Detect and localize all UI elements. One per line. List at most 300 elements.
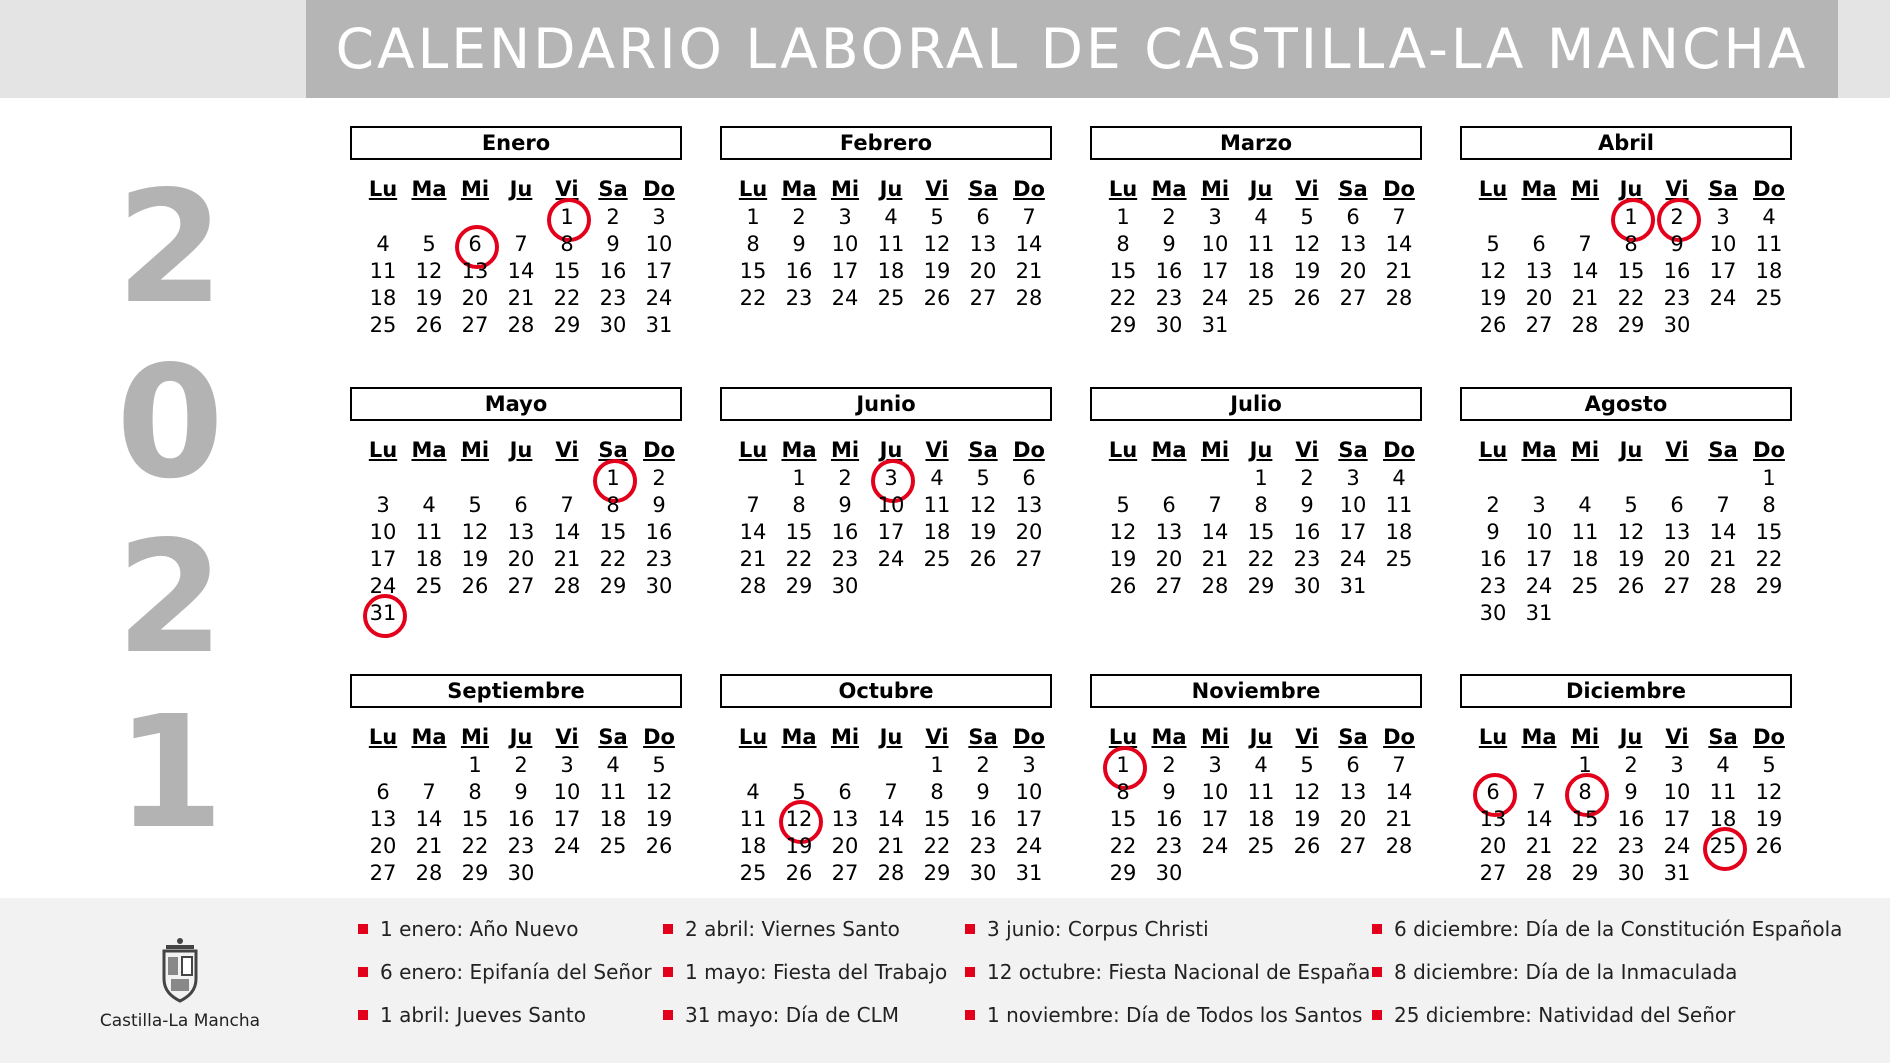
calendar-day: 14 <box>553 520 581 544</box>
calendar-day: 15 <box>739 259 767 283</box>
calendar-day: 27 <box>369 861 397 885</box>
calendar-day: 11 <box>415 520 443 544</box>
calendar-day: 30 <box>599 313 627 337</box>
empty-day <box>406 465 452 492</box>
calendar-day: 27 <box>461 313 489 337</box>
calendar-day: 30 <box>1617 861 1645 885</box>
weekday-header: Vi <box>1665 438 1689 462</box>
calendar-day: 17 <box>369 547 397 571</box>
month-day-grid <box>1470 174 1792 339</box>
calendar-day: 14 <box>877 807 905 831</box>
bullet-icon <box>663 1010 673 1020</box>
weekday-header: Lu <box>368 438 398 462</box>
month-name: Febrero <box>720 126 1052 160</box>
calendar-day: 25 <box>599 834 627 858</box>
calendar-day: 8 <box>1116 232 1130 256</box>
calendar-day: 28 <box>415 861 443 885</box>
calendar-day: 5 <box>930 205 944 229</box>
weekday-header: Do <box>643 725 675 749</box>
weekday-header: Do <box>1753 725 1785 749</box>
calendar-day: 20 <box>1525 286 1553 310</box>
calendar-day: 18 <box>415 547 443 571</box>
weekday-header: Lu <box>1108 725 1138 749</box>
calendar-day: 20 <box>969 259 997 283</box>
empty-day <box>1700 465 1746 492</box>
calendar-day: 22 <box>461 834 489 858</box>
calendar-day: 2 <box>1624 753 1638 777</box>
calendar-day: 14 <box>1385 232 1413 256</box>
calendar-day: 29 <box>1247 574 1275 598</box>
calendar-day: 27 <box>1015 547 1043 571</box>
month-noviembre <box>1090 674 1422 887</box>
calendar-day: 23 <box>785 286 813 310</box>
calendar-day: 13 <box>1155 520 1183 544</box>
calendar-day: 25 <box>369 313 397 337</box>
calendar-day: 30 <box>1479 601 1507 625</box>
calendar-day: 16 <box>1155 259 1183 283</box>
empty-day <box>1192 465 1238 492</box>
weekday-header: Mi <box>1570 177 1600 201</box>
calendar-day: 24 <box>877 547 905 571</box>
calendar-day: 4 <box>930 466 944 490</box>
calendar-day: 17 <box>877 520 905 544</box>
calendar-day: 11 <box>1247 780 1275 804</box>
calendar-day: 12 <box>1479 259 1507 283</box>
calendar-day: 11 <box>369 259 397 283</box>
weekday-header: Lu <box>1478 725 1508 749</box>
calendar-day: 3 <box>560 753 574 777</box>
holiday-day: 6 <box>1470 779 1516 806</box>
weekday-header: Do <box>643 438 675 462</box>
empty-day <box>1562 465 1608 492</box>
weekday-header: Do <box>1383 725 1415 749</box>
calendar-day: 21 <box>507 286 535 310</box>
calendar-day: 18 <box>1247 259 1275 283</box>
weekday-header: Lu <box>738 438 768 462</box>
empty-day <box>1100 465 1146 492</box>
calendar-day: 26 <box>461 574 489 598</box>
empty-day <box>730 752 776 779</box>
weekday-header: Lu <box>738 177 768 201</box>
calendar-day: 12 <box>645 780 673 804</box>
calendar-day: 17 <box>1525 547 1553 571</box>
calendar-day: 14 <box>507 259 535 283</box>
calendar-day: 17 <box>1015 807 1043 831</box>
month-day-grid <box>730 174 1052 312</box>
weekday-header: Vi <box>555 177 579 201</box>
calendar-day: 17 <box>645 259 673 283</box>
weekday-header: Ju <box>509 725 533 749</box>
bullet-icon <box>965 967 975 977</box>
calendar-day: 21 <box>1525 834 1553 858</box>
calendar-day: 29 <box>553 313 581 337</box>
calendar-day: 4 <box>606 753 620 777</box>
weekday-header: Mi <box>1200 438 1230 462</box>
calendar-day: 19 <box>1293 807 1321 831</box>
holiday-list-item: 6 enero: Epifanía del Señor <box>358 960 652 984</box>
calendar-day: 26 <box>785 861 813 885</box>
calendar-day: 29 <box>461 861 489 885</box>
calendar-day: 3 <box>1022 753 1036 777</box>
calendar-day: 2 <box>1162 205 1176 229</box>
calendar-day: 29 <box>1109 861 1137 885</box>
calendar-day: 18 <box>923 520 951 544</box>
calendar-day: 17 <box>1663 807 1691 831</box>
calendar-day: 25 <box>923 547 951 571</box>
calendar-day: 16 <box>831 520 859 544</box>
holiday-list-item: 3 junio: Corpus Christi <box>965 917 1209 941</box>
calendar-day: 12 <box>1293 780 1321 804</box>
calendar-day: 24 <box>1201 834 1229 858</box>
calendar-day: 13 <box>1339 780 1367 804</box>
calendar-day: 27 <box>1479 861 1507 885</box>
calendar-day: 10 <box>1339 493 1367 517</box>
weekday-header: Mi <box>460 177 490 201</box>
calendar-day: 21 <box>1385 259 1413 283</box>
logo <box>95 935 265 1031</box>
calendar-day: 11 <box>599 780 627 804</box>
calendar-day: 15 <box>553 259 581 283</box>
weekday-header: Ma <box>781 725 817 749</box>
calendar-day: 11 <box>1709 780 1737 804</box>
weekday-header: Mi <box>460 438 490 462</box>
calendar-day: 27 <box>1155 574 1183 598</box>
calendar-day: 13 <box>1015 493 1043 517</box>
empty-day <box>406 752 452 779</box>
calendar-day: 29 <box>1571 861 1599 885</box>
calendar-day: 6 <box>1022 466 1036 490</box>
calendar-day: 11 <box>1571 520 1599 544</box>
calendar-day: 15 <box>1109 259 1137 283</box>
calendar-day: 11 <box>1385 493 1413 517</box>
calendar-day: 4 <box>1762 205 1776 229</box>
weekday-header: Ju <box>509 177 533 201</box>
calendar-day: 25 <box>1755 286 1783 310</box>
calendar-day: 15 <box>1247 520 1275 544</box>
calendar-day: 5 <box>652 753 666 777</box>
calendar-day: 8 <box>1624 232 1638 256</box>
calendar-day: 31 <box>1015 861 1043 885</box>
calendar-day: 10 <box>1201 232 1229 256</box>
calendar-day: 22 <box>599 547 627 571</box>
empty-day <box>1516 465 1562 492</box>
calendar-day: 20 <box>831 834 859 858</box>
calendar-day: 9 <box>1162 232 1176 256</box>
calendar-day: 23 <box>1479 574 1507 598</box>
calendar-day: 17 <box>553 807 581 831</box>
calendar-day: 28 <box>1571 313 1599 337</box>
calendar-day: 23 <box>1155 834 1183 858</box>
calendar-day: 25 <box>1385 547 1413 571</box>
calendar-day: 1 <box>1254 466 1268 490</box>
bullet-icon <box>358 967 368 977</box>
calendar-day: 28 <box>1385 834 1413 858</box>
empty-day <box>360 465 406 492</box>
calendar-day: 21 <box>415 834 443 858</box>
calendar-day: 24 <box>369 574 397 598</box>
holiday-day: 6 <box>452 231 498 258</box>
calendar-day: 28 <box>1385 286 1413 310</box>
calendar-day: 26 <box>1109 574 1137 598</box>
calendar-day: 14 <box>1709 520 1737 544</box>
calendar-day: 2 <box>1486 493 1500 517</box>
weekday-header: Do <box>1753 177 1785 201</box>
calendar-day: 31 <box>1201 313 1229 337</box>
calendar-day: 16 <box>599 259 627 283</box>
calendar-day: 8 <box>930 780 944 804</box>
calendar-day: 9 <box>1300 493 1314 517</box>
holiday-list-item: 1 abril: Jueves Santo <box>358 1003 586 1027</box>
empty-day <box>730 465 776 492</box>
weekday-header: Lu <box>368 725 398 749</box>
logo-text: Castilla-La Mancha <box>99 1011 261 1031</box>
weekday-header: Ju <box>1249 177 1273 201</box>
calendar-day: 21 <box>739 547 767 571</box>
calendar-day: 24 <box>1663 834 1691 858</box>
calendar-day: 13 <box>831 807 859 831</box>
calendar-day: 23 <box>1293 547 1321 571</box>
weekday-header: Do <box>1753 438 1785 462</box>
calendar-day: 19 <box>1479 286 1507 310</box>
calendar-day: 10 <box>831 232 859 256</box>
calendar-day: 27 <box>507 574 535 598</box>
calendar-day: 15 <box>1755 520 1783 544</box>
calendar-day: 3 <box>1208 753 1222 777</box>
month-mayo <box>350 387 682 627</box>
weekday-header: Vi <box>555 438 579 462</box>
calendar-day: 11 <box>923 493 951 517</box>
weekday-header: Ju <box>1249 438 1273 462</box>
calendar-day: 14 <box>1525 807 1553 831</box>
calendar-day: 12 <box>1617 520 1645 544</box>
weekday-header: Ma <box>1151 725 1187 749</box>
weekday-header: Do <box>1383 177 1415 201</box>
calendar-day: 4 <box>1254 205 1268 229</box>
holiday-day: 25 <box>1700 833 1746 860</box>
calendar-day: 27 <box>1525 313 1553 337</box>
calendar-day: 12 <box>1755 780 1783 804</box>
calendar-day: 7 <box>1392 753 1406 777</box>
calendar-day: 12 <box>1109 520 1137 544</box>
month-septiembre <box>350 674 682 887</box>
holiday-day: 3 <box>868 465 914 492</box>
calendar-day: 9 <box>1486 520 1500 544</box>
calendar-day: 13 <box>461 259 489 283</box>
holiday-list-item: 31 mayo: Día de CLM <box>663 1003 899 1027</box>
calendar-day: 18 <box>369 286 397 310</box>
weekday-header: Lu <box>1478 438 1508 462</box>
calendar-day: 10 <box>1525 520 1553 544</box>
calendar-day: 22 <box>1247 547 1275 571</box>
calendar-day: 24 <box>1201 286 1229 310</box>
calendar-day: 1 <box>1116 205 1130 229</box>
calendar-day: 5 <box>1300 205 1314 229</box>
calendar-day: 10 <box>1663 780 1691 804</box>
weekday-header: Sa <box>598 438 628 462</box>
calendar-day: 10 <box>553 780 581 804</box>
weekday-header: Sa <box>1708 725 1738 749</box>
calendar-day: 8 <box>560 232 574 256</box>
empty-day <box>498 465 544 492</box>
bullet-icon <box>663 924 673 934</box>
empty-day <box>776 752 822 779</box>
calendar-day: 31 <box>645 313 673 337</box>
calendar-day: 13 <box>1479 807 1507 831</box>
year-digit: 1 <box>116 682 224 863</box>
month-day-grid <box>730 722 1052 887</box>
weekday-header: Vi <box>1295 177 1319 201</box>
calendar-day: 7 <box>1532 780 1546 804</box>
calendar-day: 4 <box>1392 466 1406 490</box>
calendar-day: 8 <box>746 232 760 256</box>
calendar-day: 3 <box>838 205 852 229</box>
calendar-day: 9 <box>838 493 852 517</box>
weekday-header: Lu <box>1478 177 1508 201</box>
month-day-grid <box>1100 435 1422 600</box>
calendar-day: 11 <box>1755 232 1783 256</box>
calendar-day: 2 <box>1162 753 1176 777</box>
calendar-day: 6 <box>1162 493 1176 517</box>
calendar-day: 7 <box>1392 205 1406 229</box>
calendar-day: 7 <box>422 780 436 804</box>
calendar-day: 18 <box>1247 807 1275 831</box>
calendar-day: 4 <box>1254 753 1268 777</box>
calendar-day: 5 <box>976 466 990 490</box>
calendar-day: 28 <box>507 313 535 337</box>
weekday-header: Vi <box>925 177 949 201</box>
calendar-day: 23 <box>507 834 535 858</box>
calendar-day: 26 <box>969 547 997 571</box>
holiday-list-item: 8 diciembre: Día de la Inmaculada <box>1372 960 1737 984</box>
empty-day <box>1470 204 1516 231</box>
weekday-header: Ma <box>411 177 447 201</box>
calendar-day: 28 <box>1201 574 1229 598</box>
calendar-day: 18 <box>877 259 905 283</box>
calendar-day: 25 <box>1571 574 1599 598</box>
calendar-day: 20 <box>461 286 489 310</box>
calendar-day: 1 <box>1578 753 1592 777</box>
calendar-day: 26 <box>415 313 443 337</box>
weekday-header: Mi <box>1200 177 1230 201</box>
calendar-day: 7 <box>514 232 528 256</box>
holiday-day: 2 <box>1654 204 1700 231</box>
month-diciembre <box>1460 674 1792 887</box>
calendar-day: 14 <box>1385 780 1413 804</box>
calendar-day: 15 <box>923 807 951 831</box>
weekday-header: Ju <box>1619 725 1643 749</box>
weekday-header: Lu <box>1108 177 1138 201</box>
calendar-day: 8 <box>1762 493 1776 517</box>
month-name: Mayo <box>350 387 682 421</box>
calendar-day: 23 <box>1617 834 1645 858</box>
calendar-day: 9 <box>976 780 990 804</box>
calendar-day: 29 <box>1755 574 1783 598</box>
calendar-day: 9 <box>514 780 528 804</box>
weekday-header: Mi <box>830 177 860 201</box>
calendar-day: 18 <box>1709 807 1737 831</box>
calendar-day: 17 <box>1709 259 1737 283</box>
calendar-day: 5 <box>468 493 482 517</box>
calendar-day: 25 <box>1247 286 1275 310</box>
calendar-day: 19 <box>415 286 443 310</box>
calendar-day: 20 <box>1339 259 1367 283</box>
calendar-day: 22 <box>923 834 951 858</box>
calendar-day: 21 <box>1709 547 1737 571</box>
calendar-day: 21 <box>1015 259 1043 283</box>
calendar-day: 30 <box>1663 313 1691 337</box>
month-name: Julio <box>1090 387 1422 421</box>
calendar-day: 24 <box>1015 834 1043 858</box>
weekday-header: Ma <box>781 438 817 462</box>
calendar-day: 1 <box>792 466 806 490</box>
holiday-list-item: 1 mayo: Fiesta del Trabajo <box>663 960 947 984</box>
calendar-day: 10 <box>1201 780 1229 804</box>
calendar-day: 14 <box>1015 232 1043 256</box>
calendar-day: 3 <box>1716 205 1730 229</box>
calendar-day: 6 <box>1670 493 1684 517</box>
calendar-day: 2 <box>652 466 666 490</box>
calendar-day: 14 <box>1571 259 1599 283</box>
month-name: Diciembre <box>1460 674 1792 708</box>
calendar-day: 29 <box>1617 313 1645 337</box>
calendar-day: 19 <box>923 259 951 283</box>
month-day-grid <box>1100 174 1422 339</box>
calendar-day: 19 <box>1293 259 1321 283</box>
calendar-day: 1 <box>468 753 482 777</box>
weekday-header: Sa <box>1708 438 1738 462</box>
calendar-day: 16 <box>1663 259 1691 283</box>
calendar-day: 23 <box>831 547 859 571</box>
calendar-day: 6 <box>838 780 852 804</box>
calendar-day: 22 <box>1109 834 1137 858</box>
calendar-day: 10 <box>877 493 905 517</box>
holiday-list-item: 1 noviembre: Día de Todos los Santos <box>965 1003 1362 1027</box>
calendar-day: 27 <box>969 286 997 310</box>
calendar-day: 24 <box>553 834 581 858</box>
year-digit: 2 <box>116 157 224 338</box>
calendar-day: 12 <box>1293 232 1321 256</box>
empty-day <box>1146 465 1192 492</box>
calendar-day: 22 <box>553 286 581 310</box>
weekday-header: Sa <box>598 177 628 201</box>
weekday-header: Lu <box>738 725 768 749</box>
calendar-day: 8 <box>1254 493 1268 517</box>
calendar-day: 3 <box>1670 753 1684 777</box>
month-abril <box>1460 126 1792 339</box>
title-bar <box>306 0 1838 98</box>
calendar-day: 7 <box>1578 232 1592 256</box>
empty-day <box>1516 752 1562 779</box>
empty-day <box>1516 204 1562 231</box>
calendar-day: 16 <box>1617 807 1645 831</box>
calendar-day: 30 <box>1293 574 1321 598</box>
calendar-day: 14 <box>739 520 767 544</box>
calendar-day: 25 <box>415 574 443 598</box>
calendar-day: 26 <box>645 834 673 858</box>
empty-day <box>1562 204 1608 231</box>
calendar-day: 22 <box>785 547 813 571</box>
calendar-day: 7 <box>1208 493 1222 517</box>
calendar-day: 30 <box>507 861 535 885</box>
calendar-day: 6 <box>1346 753 1360 777</box>
weekday-header: Do <box>643 177 675 201</box>
weekday-header: Ma <box>1521 177 1557 201</box>
empty-day <box>1654 465 1700 492</box>
calendar-day: 18 <box>1571 547 1599 571</box>
calendar-day: 21 <box>1385 807 1413 831</box>
month-julio <box>1090 387 1422 600</box>
bullet-icon <box>358 1010 368 1020</box>
